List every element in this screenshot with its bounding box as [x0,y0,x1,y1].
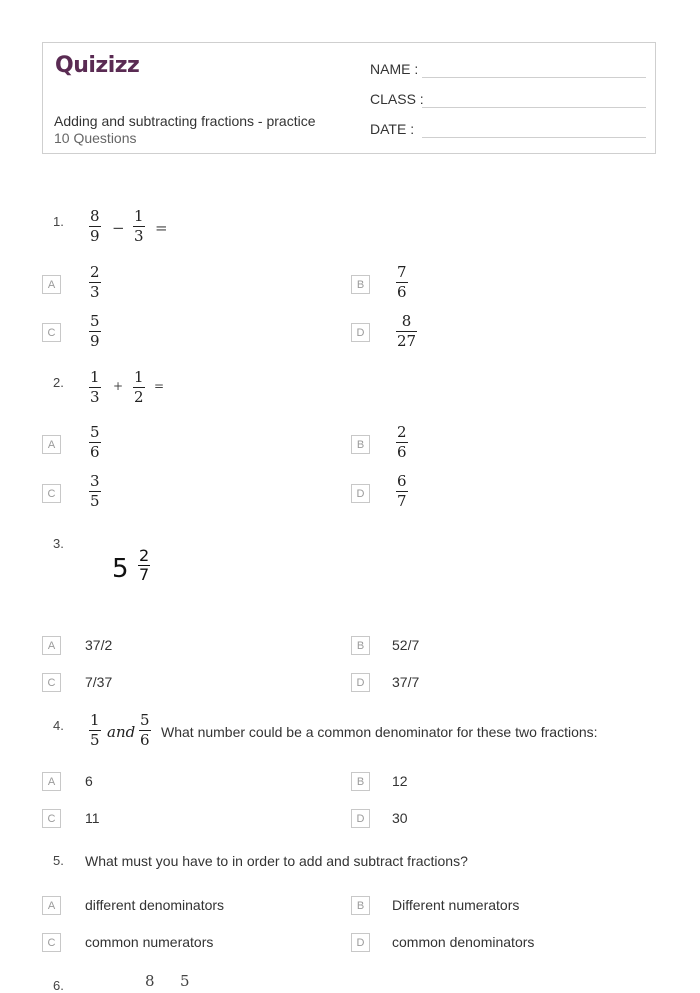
option-a-text[interactable]: 37/2 [85,637,113,653]
fraction: $\frac{1}{3}$ [90,368,100,406]
option-letter-d[interactable]: D [351,673,370,692]
fraction: $\frac{8}{9}$ [90,207,100,245]
fraction: $\frac{1}{5}$ [90,711,100,749]
class-line [422,107,646,108]
mixed-number-fraction: $\frac{2}{7}$ [139,546,150,584]
option-c-fraction[interactable]: $\frac{5}{9}$ [90,312,100,350]
option-letter-c[interactable]: C [42,933,61,952]
option-b-fraction[interactable]: $\frac{2}{6}$ [397,423,407,461]
quizizz-logo: Quizizz [55,53,140,78]
option-b-text[interactable]: Different numerators [392,897,520,913]
option-letter-d[interactable]: D [351,484,370,503]
option-b-text[interactable]: 52/7 [392,637,420,653]
equals-sign: = [155,219,168,237]
option-d-text[interactable]: 37/7 [392,674,420,690]
option-letter-b[interactable]: B [351,896,370,915]
question-text: What number could be a common denominator for these two fractions: [161,724,598,740]
name-field[interactable] [370,61,646,77]
question-number: 5. [53,853,64,868]
worksheet-title: Adding and subtracting fractions - practice [54,113,316,129]
question-number: 2. [53,375,64,390]
option-letter-b[interactable]: B [351,636,370,655]
option-c-text[interactable]: 11 [85,810,100,826]
option-c-text[interactable]: 7/37 [85,674,113,690]
option-d-fraction[interactable]: $\frac{6}{7}$ [397,472,407,510]
option-d-text[interactable]: 30 [392,810,408,826]
option-letter-b[interactable]: B [351,275,370,294]
date-field[interactable] [370,121,646,137]
option-letter-d[interactable]: D [351,933,370,952]
option-letter-c[interactable]: C [42,484,61,503]
fraction: $\frac{5}{6}$ [140,711,150,749]
class-field[interactable] [370,91,646,107]
mixed-number-whole: 5 [112,554,129,584]
question-number: 6. [53,978,64,993]
option-d-text[interactable]: common denominators [392,934,535,950]
plus-sign: + [113,379,124,393]
option-a-text[interactable]: 6 [85,773,93,789]
fraction-numerator: 5 [180,972,190,990]
option-letter-c[interactable]: C [42,673,61,692]
question-number: 4. [53,718,64,733]
option-letter-d[interactable]: D [351,323,370,342]
option-letter-c[interactable]: C [42,809,61,828]
fraction: $\frac{1}{3}$ [134,207,144,245]
option-c-fraction[interactable]: $\frac{3}{5}$ [90,472,100,510]
option-letter-b[interactable]: B [351,772,370,791]
option-letter-a[interactable]: A [42,772,61,791]
option-a-text[interactable]: different denominators [85,897,225,913]
equals-sign: = [154,379,165,393]
question-number: 3. [53,536,64,551]
worksheet-header [42,42,656,154]
name-line [422,77,646,78]
option-letter-d[interactable]: D [351,809,370,828]
name-label: NAME : [370,61,419,77]
question-number: 1. [53,214,64,229]
option-a-fraction[interactable]: $\frac{5}{6}$ [90,423,100,461]
option-letter-a[interactable]: A [42,435,61,454]
date-line [422,137,646,138]
option-letter-b[interactable]: B [351,435,370,454]
class-label: CLASS : [370,91,424,107]
option-a-fraction[interactable]: $\frac{2}{3}$ [90,263,100,301]
date-label: DATE : [370,121,415,137]
question-text: What must you have to in order to add and subtract fractions? [85,853,468,869]
question-count: 10 Questions [54,130,137,146]
option-b-fraction[interactable]: $\frac{7}{6}$ [397,263,407,301]
fraction-numerator: 8 [145,972,155,990]
minus-sign: − [112,219,125,237]
option-letter-a[interactable]: A [42,275,61,294]
option-letter-a[interactable]: A [42,896,61,915]
option-letter-c[interactable]: C [42,323,61,342]
fraction: $\frac{1}{2}$ [134,368,144,406]
option-letter-a[interactable]: A [42,636,61,655]
option-b-text[interactable]: 12 [392,773,408,789]
option-d-fraction[interactable]: $\frac{8}{27}$ [397,312,417,350]
option-c-text[interactable]: common numerators [85,934,214,950]
and-word: and [107,723,136,741]
